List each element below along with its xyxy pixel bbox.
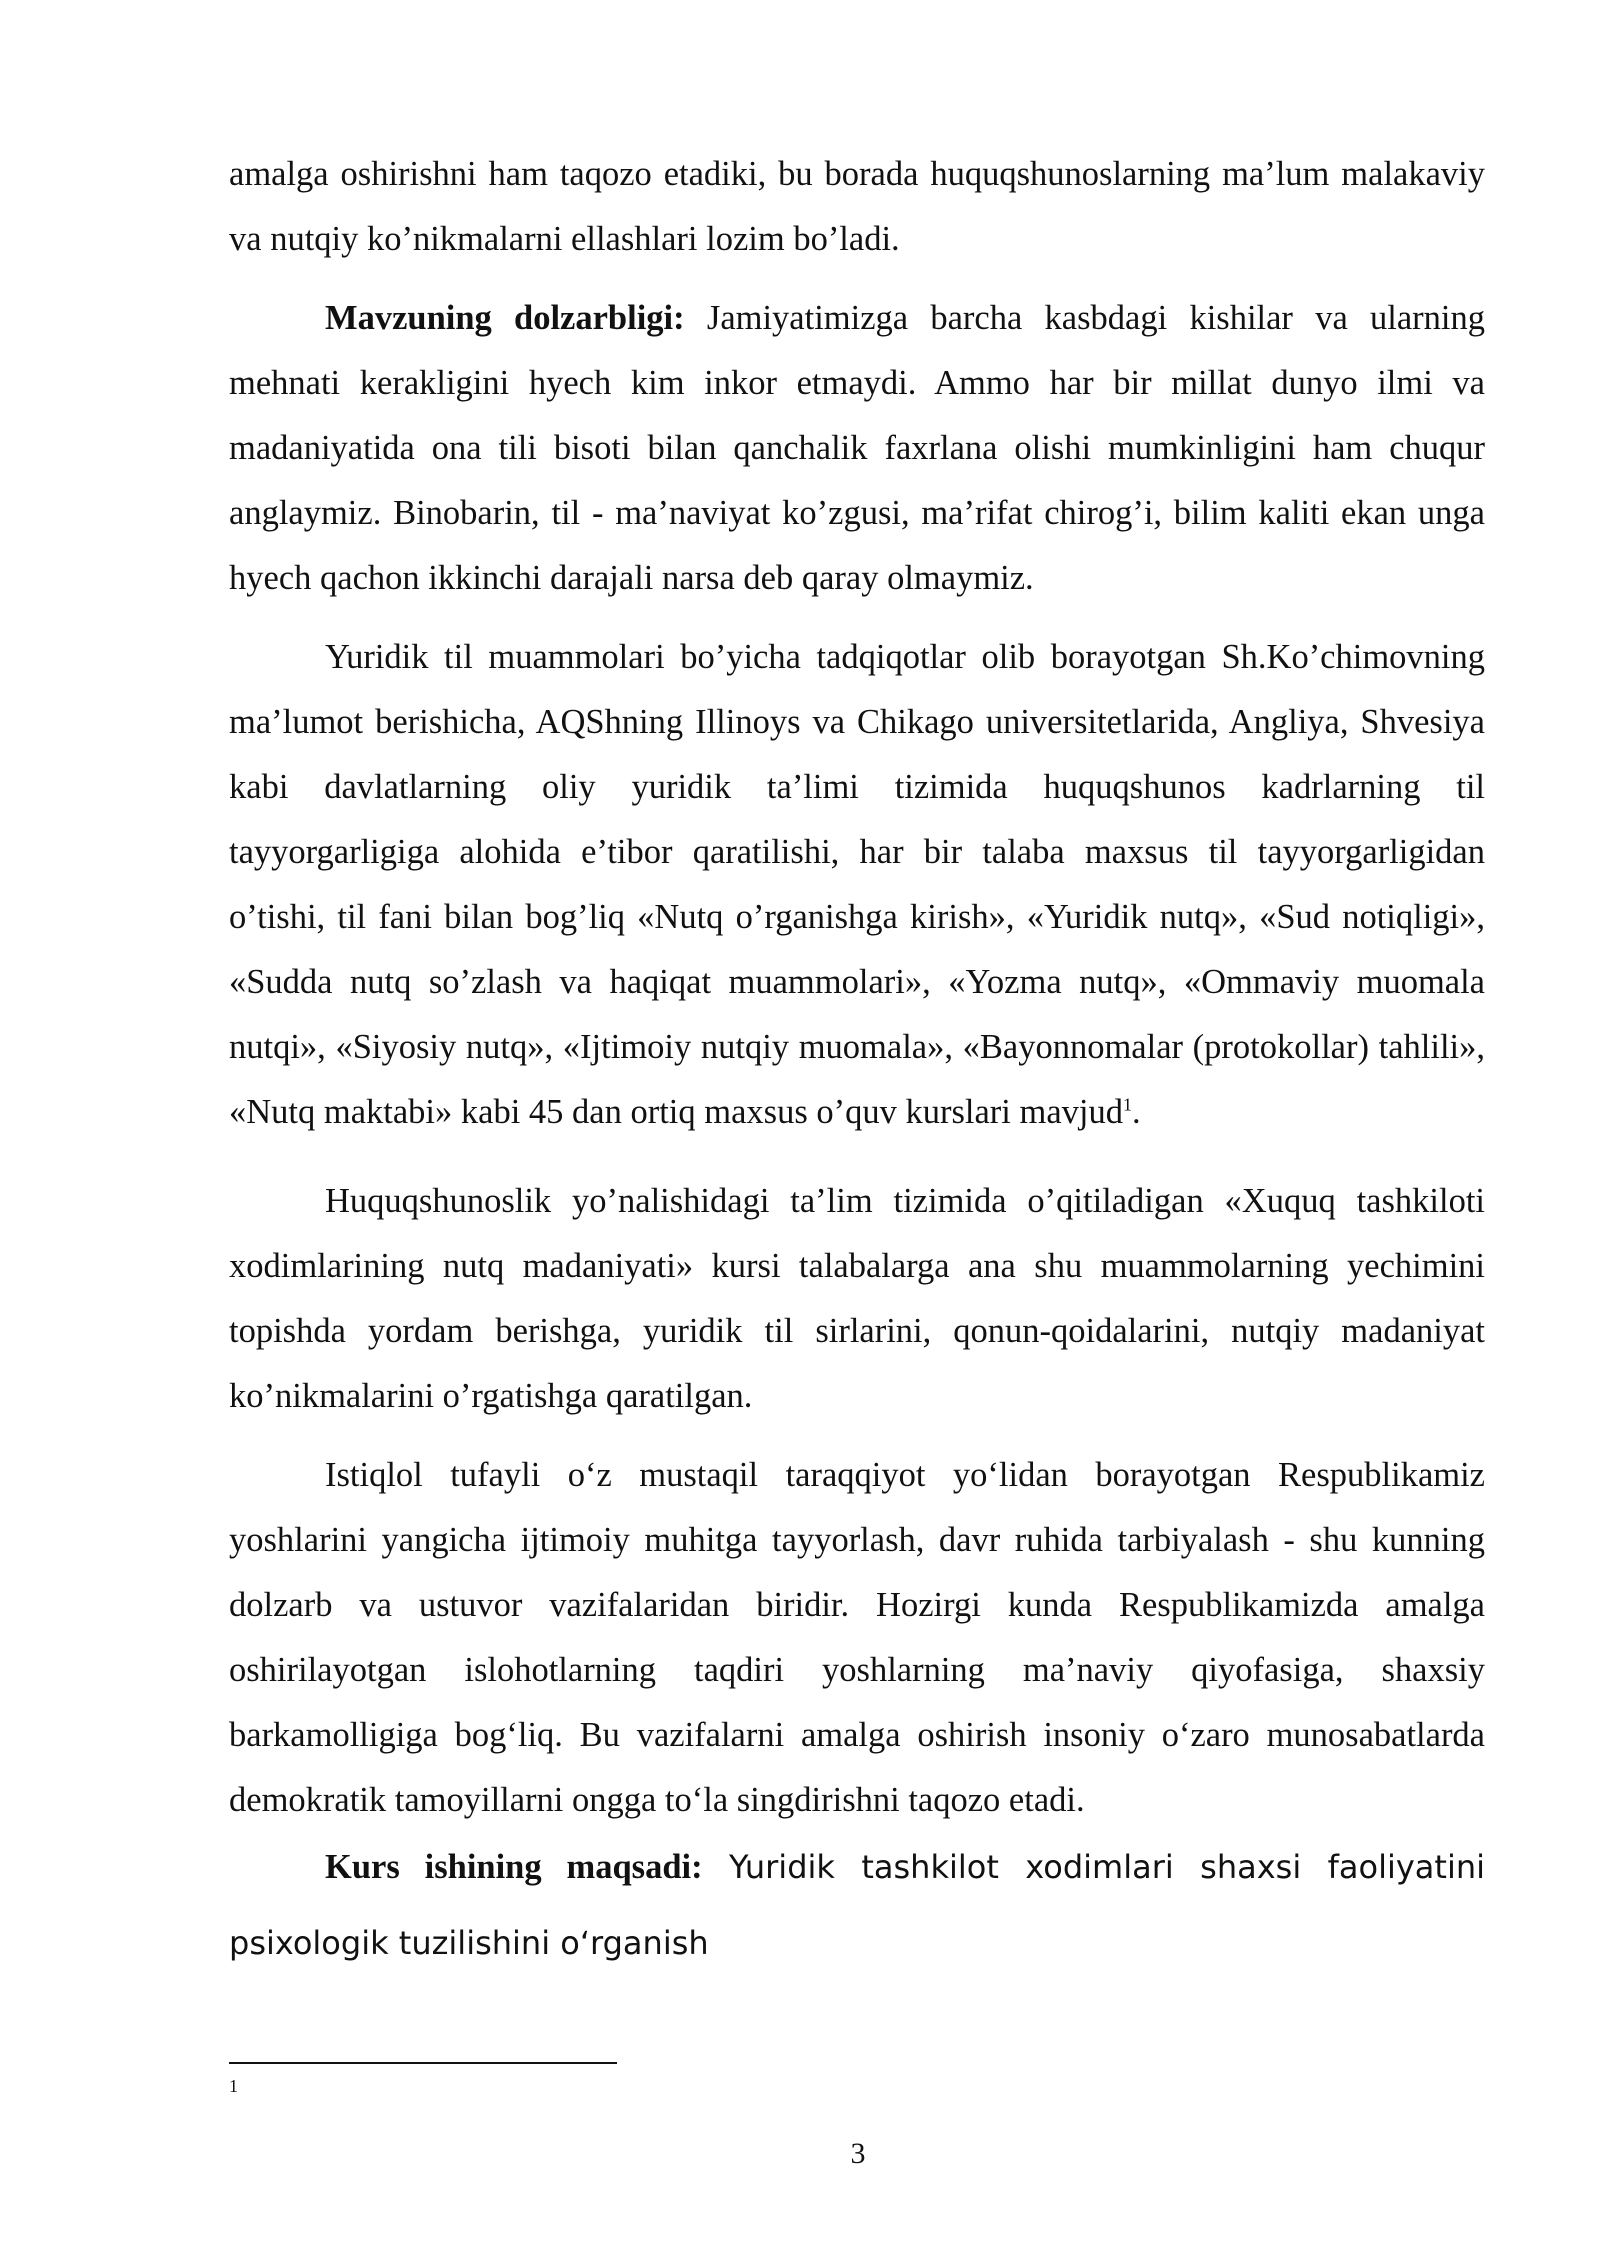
research-text-end: .: [1132, 1093, 1141, 1131]
paragraph-continuation: amalga oshirishni ham taqozo etadiki, bu borada huquqshunoslarning ma’lum malakaviy va nutqiy ko’nikmalarni ellashlari lozim bo’ladi.: [229, 155, 1485, 258]
page-number: 3: [850, 2137, 866, 2170]
footnote-separator: [229, 2062, 617, 2064]
paragraph-independence: Istiqlol tufayli o‘z mustaqil taraqqiyot yo‘lidan borayotgan Respublikamiz yoshlarini yangicha ijtimoiy muhitga tayyorlash, davr ruhida tarbiyalash - shu kunning dolzarb va ustuvor vazifalaridan biridir. Hozirgi kunda Respublikamizda amalga oshirilayotgan islohotlarning taqdiri yoshlarning ma’naviy qiyofasiga, shaxsiy barkamolligiga bog‘liq. Bu vazifalarni amalga oshirish insoniy o‘zaro munosabatlarda demokratik tamoyillarni ongga to‘la singdirishni taqozo etadi.: [229, 1456, 1485, 1819]
footnote-number: 1: [229, 2076, 238, 2096]
paragraph-legal-language-research: [229, 625, 1485, 1145]
paragraph-relevance: [229, 286, 1485, 611]
footnote-reference[interactable]: 1: [1123, 1094, 1132, 1115]
relevance-text: Jamiyatimizga barcha kasbdagi kishilar va ularning mehnati kerakligini hyech kim inkor etmaydi. Ammo har bir millat dunyo ilmi va madaniyatida ona tili bisoti bilan qanchalik faxrlana olishi mumkinligini ham chuqur anglaymiz. Binobarin, til - ma’naviyat ko’zgusi, ma’rifat chirog’i, bilim kaliti ekan unga hyech qachon ikkinchi darajali narsa deb qaray olmaymiz.: [229, 299, 1485, 597]
goal-text: Yuridik tashkilot xodimlari shaxsi faoliyatini psixologik tuzilishini o‘rganish: [229, 1848, 1486, 1962]
relevance-heading: Mavzuning dolzarbligi:: [325, 299, 685, 337]
paragraph-course-goal: [229, 1829, 1485, 1981]
body-text: [229, 142, 1485, 1981]
goal-heading: Kurs ishining maqsadi:: [325, 1848, 703, 1886]
paragraph-course-description: Huquqshunoslik yo’nalishidagi ta’lim tizimida o’qitiladigan «Xuquq tashkiloti xodimlarining nutq madaniyati» kursi talabalarga ana shu muammolarning yechimini topishda yordam berishga, yuridik til sirlarini, qonun-qoidalarini, nutqiy madaniyat ko’nikmalarini o’rgatishga qaratilgan.: [229, 1182, 1485, 1415]
research-text: Yuridik til muammolari bo’yicha tadqiqotlar olib borayotgan Sh.Ko’chimovning ma’lumot berishicha, AQShning Illinoys va Chikago universitetlarida, Angliya, Shvesiya kabi davlatlarning oliy yuridik ta’limi tizimida huquqshunos kadrlarning til tayyorgarligiga alohida e’tibor qaratilishi, har bir talaba maxsus til tayyorgarligidan o’tishi, til fani bilan bog’liq «Nutq o’rganishga kirish», «Yuridik nutq», «Sud notiqligi», «Sudda nutq so’zlash va haqiqat muammolari», «Yozma nutq», «Ommaviy muomala nutqi», «Siyosiy nutq», «Ijtimoiy nutqiy muomala», «Bayonnomalar (protokollar) tahlili», «Nutq maktabi» kabi 45 dan ortiq maxsus o’quv kurslari mavjud: [229, 638, 1485, 1131]
